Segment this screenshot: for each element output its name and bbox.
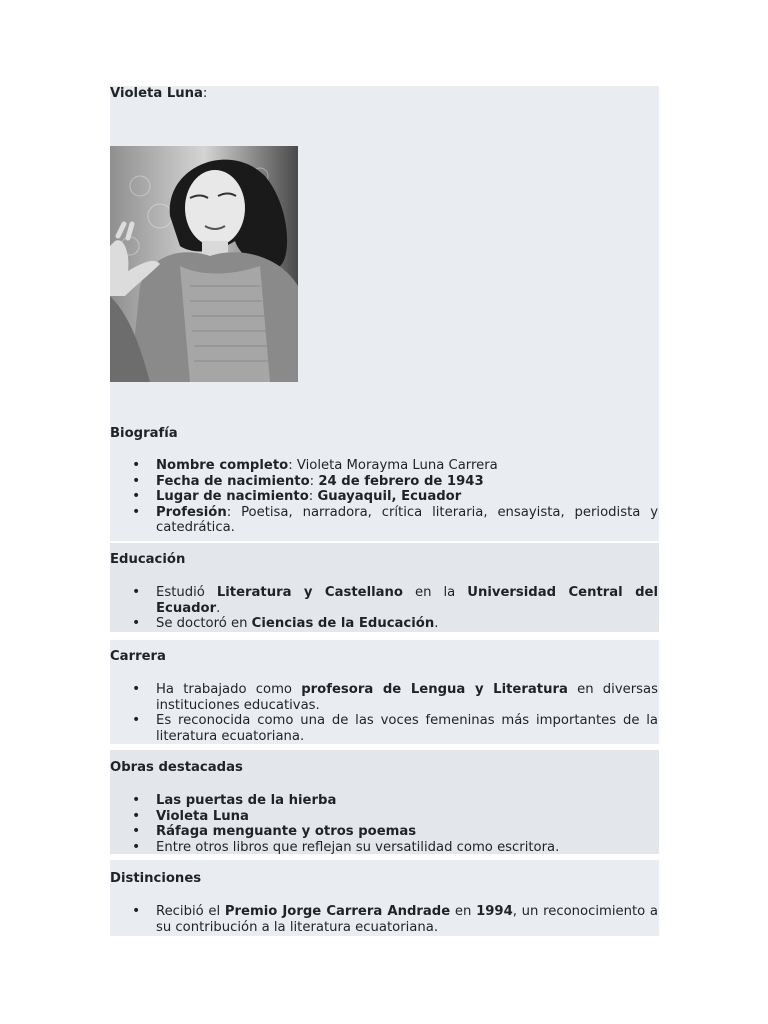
- list-item: • Es reconocida como una de las voces femeninas más importantes de la literatura ecuatoriana.: [156, 713, 658, 744]
- section-heading-educacion: Educación: [110, 552, 186, 567]
- list-item: • Lugar de nacimiento: Guayaquil, Ecuador: [156, 489, 658, 505]
- distinciones-list: [110, 904, 658, 935]
- section-heading-distinciones: Distinciones: [110, 871, 202, 886]
- section-heading-biografia: Biografía: [110, 426, 178, 441]
- title-name: Violeta Luna: [110, 86, 203, 101]
- biografia-list: [110, 458, 658, 536]
- title-suffix: :: [202, 86, 208, 101]
- portrait-photo: [110, 146, 298, 382]
- list-item: • Las puertas de la hierba: [156, 793, 658, 809]
- list-item: • Profesión: Poetisa, narradora, crítica literaria, ensayista, periodista y catedrática.: [156, 505, 658, 536]
- list-item: • Nombre completo: Violeta Morayma Luna Carrera: [156, 458, 658, 474]
- list-item: • Entre otros libros que reflejan su versatilidad como escritora.: [156, 840, 658, 856]
- list-item: • Se doctoró en Ciencias de la Educación.: [156, 616, 658, 632]
- list-item: • Estudió Literatura y Castellano en la Universidad Central del Ecuador.: [156, 585, 658, 616]
- list-item: • Ráfaga menguante y otros poemas: [156, 824, 658, 840]
- obras-list: [110, 793, 658, 855]
- section-heading-carrera: Carrera: [110, 649, 166, 664]
- carrera-list: [110, 682, 658, 744]
- page-title: [110, 86, 207, 102]
- portrait-photo-image: [110, 146, 298, 382]
- list-item: • Ha trabajado como profesora de Lengua y Literatura en diversas instituciones educativas.: [156, 682, 658, 713]
- list-item: • Violeta Luna: [156, 809, 658, 825]
- list-item: • Recibió el Premio Jorge Carrera Andrade en 1994, un reconocimiento a su contribución a la literatura ecuatoriana.: [156, 904, 658, 935]
- educacion-list: [110, 585, 658, 632]
- list-item: • Fecha de nacimiento: 24 de febrero de 1943: [156, 474, 658, 490]
- section-heading-obras: Obras destacadas: [110, 760, 243, 775]
